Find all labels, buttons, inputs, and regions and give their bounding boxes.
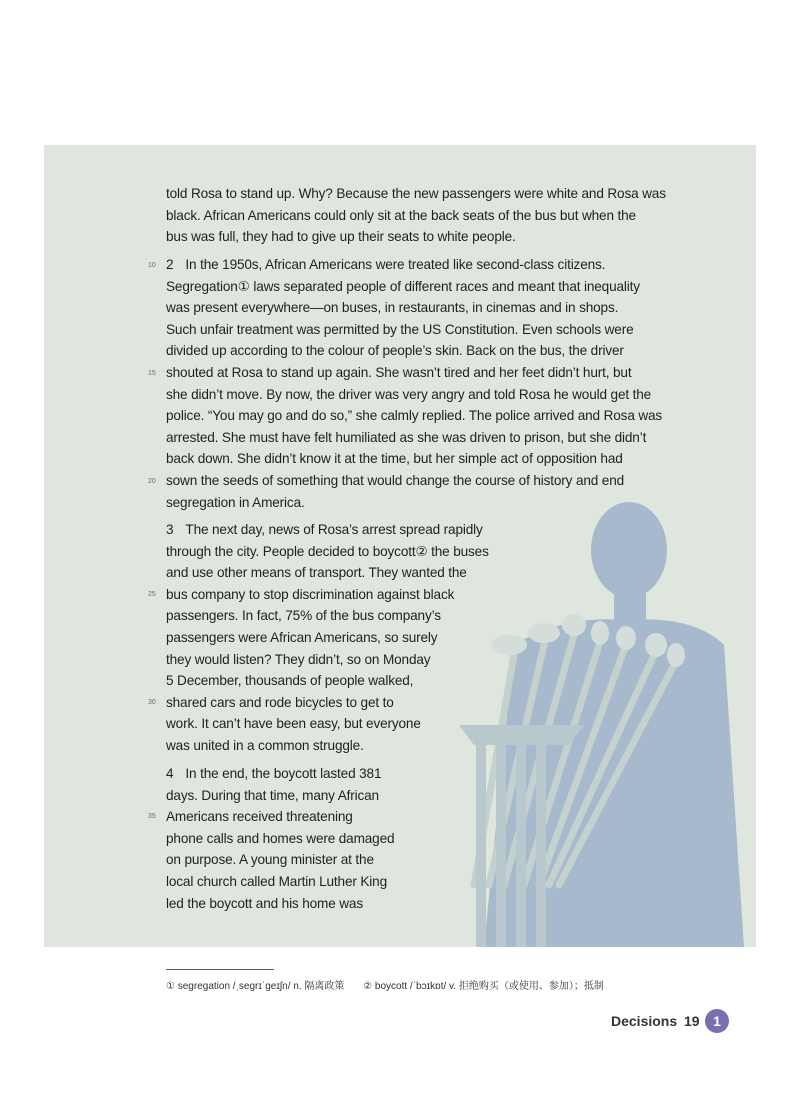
- text-line: arrested. She must have felt humiliated as she was driven to prison, but she didn’t: [166, 429, 647, 445]
- text-line: they would listen? They didn’t, so on Monday: [166, 651, 431, 667]
- text-line: shared cars and rode bicycles to get to: [166, 694, 394, 710]
- text-line: shouted at Rosa to stand up again. She wasn’t tired and her feet didn’t hurt, but: [166, 364, 632, 380]
- text-line: The next day, news of Rosa’s arrest spread rapidly: [185, 522, 483, 537]
- line-number: 10: [148, 262, 156, 269]
- section-title: Decisions: [611, 1013, 678, 1029]
- text-line: Such unfair treatment was permitted by the US Constitution. Even schools were: [166, 321, 634, 337]
- footnote-segregation: ① segregation /ˌseɡrɪˈɡeɪʃn/ n. 隔离政策: [166, 981, 345, 992]
- text-line: and use other means of transport. They wanted the: [166, 565, 467, 581]
- text-line: segregation in America.: [166, 494, 305, 510]
- silhouette-neck: [614, 585, 646, 625]
- footnote-divider: [166, 969, 274, 970]
- page-number: 19: [684, 1013, 700, 1029]
- text-line: on purpose. A young minister at the: [166, 852, 374, 868]
- paragraph-number: 2: [166, 257, 174, 272]
- text-line: bus was full, they had to give up their seats to white people.: [166, 229, 516, 245]
- line-number: 15: [148, 370, 156, 377]
- text-line: In the end, the boycott lasted 381: [185, 766, 382, 781]
- text-line: sown the seeds of something that would change the course of history and end: [166, 472, 625, 488]
- text-line: police. “You may go and do so,” she calmly replied. The police arrived and Rosa was: [166, 408, 663, 424]
- text-line: Segregation① laws separated people of different races and meant that inequality: [166, 278, 640, 294]
- text-line: bus company to stop discrimination against black: [166, 586, 455, 602]
- paragraph-number: 4: [166, 766, 174, 781]
- footnotes: [166, 977, 620, 992]
- text-line: black. African Americans could only sit at the back seats of the bus but when the: [166, 207, 636, 223]
- text-line: 5 December, thousands of people walked,: [166, 673, 414, 689]
- text-line: divided up according to the colour of people’s skin. Back on the bus, the driver: [166, 343, 624, 359]
- line-number: 30: [148, 699, 156, 706]
- text-line: she didn’t move. By now, the driver was very angry and told Rosa he would get the: [166, 386, 652, 402]
- line-number: 35: [148, 813, 156, 820]
- text-line: In the 1950s, African Americans were treated like second-class citizens.: [185, 257, 606, 272]
- paragraph-2: [166, 254, 662, 513]
- paragraph-4: [166, 763, 394, 914]
- text-line: work. It can’t have been easy, but everyone: [166, 716, 421, 732]
- text-line: passengers. In fact, 75% of the bus company’s: [166, 608, 441, 624]
- text-line: was united in a common struggle.: [166, 737, 364, 753]
- text-line: days. During that time, many African: [166, 787, 379, 803]
- paragraph-1: [166, 183, 666, 248]
- text-line: passengers were African Americans, so surely: [166, 629, 438, 645]
- silhouette-head: [591, 502, 667, 598]
- text-line: Americans received threatening: [166, 809, 353, 825]
- text-line: told Rosa to stand up. Why? Because the new passengers were white and Rosa was: [166, 186, 666, 201]
- text-line: led the boycott and his home was: [166, 895, 363, 911]
- paragraph-number: 3: [166, 522, 174, 537]
- unit-number-badge: 1: [705, 1009, 729, 1033]
- paragraph-3: [166, 519, 489, 757]
- text-line: was present everywhere—on buses, in restaurants, in cinemas and in shops.: [166, 300, 619, 316]
- footnote-boycott: ② boycott /ˈbɔɪkɒt/ v. 拒绝购买（或使用、参加）；抵制: [363, 981, 604, 992]
- line-number: 25: [148, 591, 156, 598]
- text-line: through the city. People decided to boycott② the buses: [166, 543, 489, 559]
- text-line: back down. She didn’t know it at the time, but her simple act of opposition had: [166, 451, 623, 467]
- text-line: local church called Martin Luther King: [166, 873, 387, 889]
- text-line: phone calls and homes were damaged: [166, 830, 395, 846]
- line-number: 20: [148, 478, 156, 485]
